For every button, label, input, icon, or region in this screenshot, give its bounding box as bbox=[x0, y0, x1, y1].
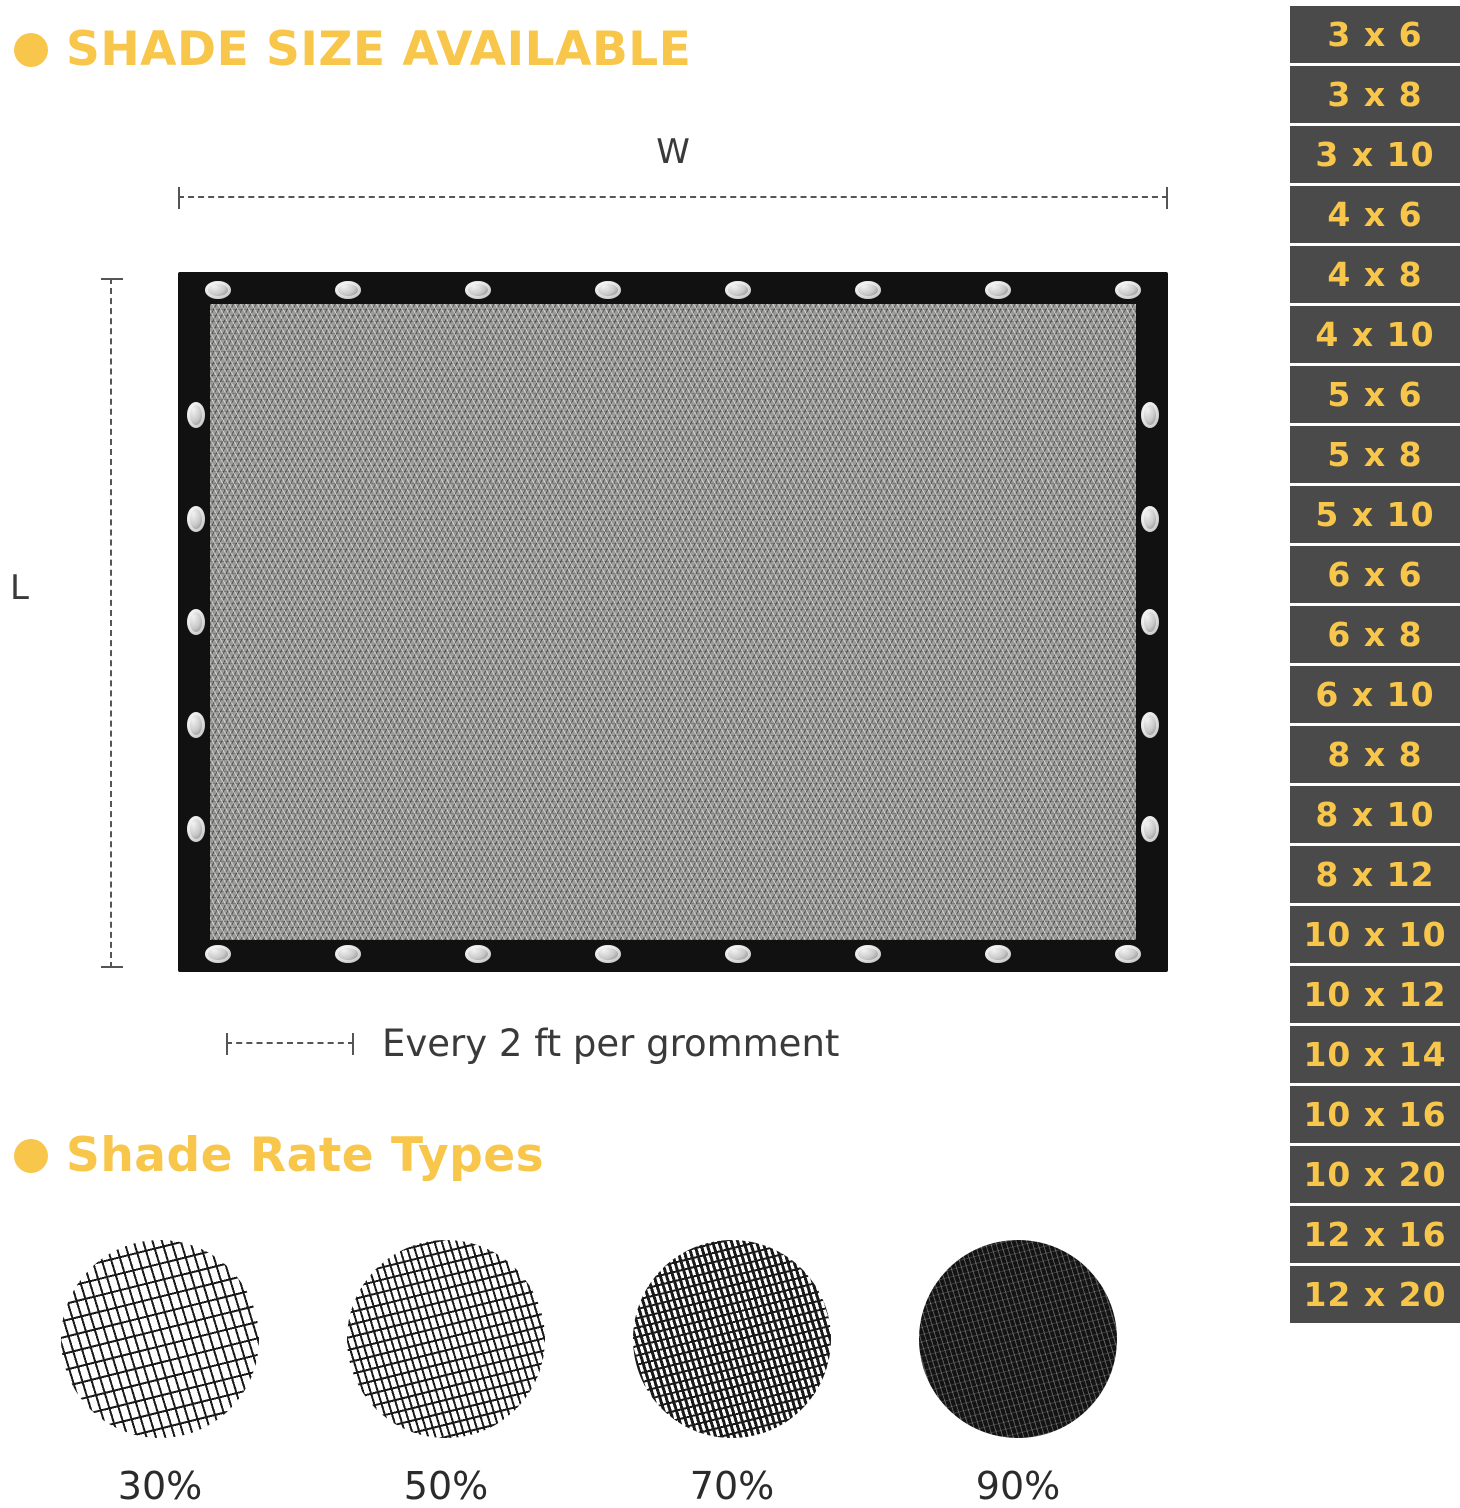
size-chip[interactable]: 10 x 14 bbox=[1290, 1026, 1460, 1083]
size-chip[interactable]: 4 x 6 bbox=[1290, 186, 1460, 243]
shade-rate-list bbox=[60, 1240, 1120, 1508]
grommet-icon bbox=[985, 281, 1011, 299]
size-chip[interactable]: 5 x 6 bbox=[1290, 366, 1460, 423]
size-chip[interactable]: 10 x 10 bbox=[1290, 906, 1460, 963]
mesh-70-icon bbox=[633, 1240, 831, 1438]
size-chip[interactable]: 10 x 16 bbox=[1290, 1086, 1460, 1143]
bullet-icon bbox=[14, 33, 48, 67]
tarp-mesh-fabric bbox=[210, 304, 1136, 940]
grommet-icon bbox=[725, 945, 751, 963]
grommet-icon bbox=[855, 945, 881, 963]
size-chip[interactable]: 10 x 20 bbox=[1290, 1146, 1460, 1203]
grommet-icon bbox=[1141, 506, 1159, 532]
mesh-90-icon bbox=[919, 1240, 1117, 1438]
grommet-icon bbox=[595, 945, 621, 963]
grommet-spacing-note bbox=[226, 1022, 839, 1065]
grommet-icon bbox=[725, 281, 751, 299]
length-dimension-line bbox=[110, 278, 113, 968]
grommet-icon bbox=[205, 945, 231, 963]
mesh-50-icon bbox=[347, 1240, 545, 1438]
grommet-icon bbox=[465, 281, 491, 299]
size-chip[interactable]: 12 x 20 bbox=[1290, 1266, 1460, 1323]
grommet-icon bbox=[465, 945, 491, 963]
grommet-spacing-text: Every 2 ft per gromment bbox=[382, 1022, 840, 1065]
shade-rate-label: 30% bbox=[117, 1464, 203, 1508]
size-chip[interactable]: 4 x 10 bbox=[1290, 306, 1460, 363]
size-chip[interactable]: 3 x 8 bbox=[1290, 66, 1460, 123]
shade-tarp-diagram bbox=[178, 272, 1168, 972]
shade-rate-label: 70% bbox=[689, 1464, 775, 1508]
size-chip[interactable]: 3 x 6 bbox=[1290, 6, 1460, 63]
grommet-icon bbox=[1141, 712, 1159, 738]
shade-rate-label: 90% bbox=[975, 1464, 1061, 1508]
shade-rate-item bbox=[346, 1240, 546, 1508]
shade-rate-heading bbox=[14, 1128, 544, 1183]
mesh-30-icon bbox=[61, 1240, 259, 1438]
grommet-icon bbox=[335, 945, 361, 963]
width-dimension-line bbox=[178, 196, 1168, 199]
size-chip[interactable]: 6 x 6 bbox=[1290, 546, 1460, 603]
size-chip[interactable]: 6 x 10 bbox=[1290, 666, 1460, 723]
spacing-measure-icon bbox=[226, 1042, 354, 1045]
shade-size-heading-text: SHADE SIZE AVAILABLE bbox=[66, 22, 692, 77]
bullet-icon bbox=[14, 1139, 48, 1173]
grommet-icon bbox=[205, 281, 231, 299]
size-chip[interactable]: 12 x 16 bbox=[1290, 1206, 1460, 1263]
size-chip[interactable]: 4 x 8 bbox=[1290, 246, 1460, 303]
grommet-icon bbox=[187, 402, 205, 428]
grommet-icon bbox=[1115, 281, 1141, 299]
grommet-icon bbox=[985, 945, 1011, 963]
size-chip[interactable]: 8 x 10 bbox=[1290, 786, 1460, 843]
size-chip[interactable]: 3 x 10 bbox=[1290, 126, 1460, 183]
width-label: W bbox=[656, 132, 690, 172]
size-chip[interactable]: 8 x 12 bbox=[1290, 846, 1460, 903]
size-chip[interactable]: 8 x 8 bbox=[1290, 726, 1460, 783]
size-chip[interactable]: 5 x 8 bbox=[1290, 426, 1460, 483]
size-chip[interactable]: 6 x 8 bbox=[1290, 606, 1460, 663]
grommet-icon bbox=[595, 281, 621, 299]
size-chip[interactable]: 10 x 12 bbox=[1290, 966, 1460, 1023]
grommet-icon bbox=[335, 281, 361, 299]
shade-size-heading bbox=[14, 22, 691, 77]
grommet-icon bbox=[187, 506, 205, 532]
shade-rate-label: 50% bbox=[403, 1464, 489, 1508]
grommet-icon bbox=[1141, 402, 1159, 428]
shade-rate-item bbox=[632, 1240, 832, 1508]
shade-rate-heading-text: Shade Rate Types bbox=[66, 1128, 545, 1183]
grommet-icon bbox=[187, 712, 205, 738]
grommet-icon bbox=[855, 281, 881, 299]
grommet-icon bbox=[1141, 609, 1159, 635]
shade-rate-item bbox=[918, 1240, 1118, 1508]
grommet-icon bbox=[1141, 816, 1159, 842]
available-sizes-list bbox=[1290, 0, 1460, 1500]
grommet-icon bbox=[1115, 945, 1141, 963]
grommet-icon bbox=[187, 816, 205, 842]
grommet-icon bbox=[187, 609, 205, 635]
length-label: L bbox=[10, 568, 29, 608]
size-chip[interactable]: 5 x 10 bbox=[1290, 486, 1460, 543]
shade-rate-item bbox=[60, 1240, 260, 1508]
